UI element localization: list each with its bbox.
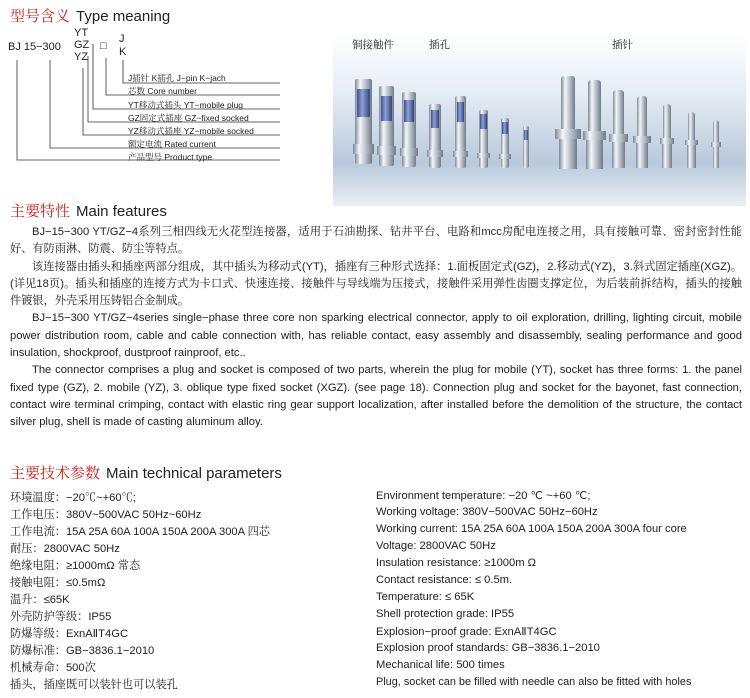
spec-cn-mechanical-life: 机械寿命：500次 (10, 662, 96, 674)
spec-cn-shell-protection: 外壳防护等级：IP55 (10, 611, 112, 623)
features-title-cn: 主要特性 (10, 203, 71, 220)
spec-cn-insulation-resistance: 绝缘电阻：≥1000mΩ 常态 (10, 560, 141, 572)
model-prefix: BJ 15−300 (8, 41, 61, 53)
spec-en-temperature: Temperature: ≤ 65K (376, 591, 475, 603)
spec-en-explosion-standard: Explosion proof standards: GB−3836.1−2010 (376, 642, 600, 654)
spec-en-withstand-voltage: Voltage: 2800VAC 50Hz (376, 540, 496, 552)
tech-title (10, 462, 282, 483)
legend-gz: GZ固定式插座 GZ−fixed socked (128, 113, 249, 123)
features-para-1: BJ−15−300 YT/GZ−4系列三相四线无火花型连接器，适用于石油勘探、钻井平台、电路和mcc房配电连接之用，具有接触可靠、密封密封性能好、有防雨淋、防震、防尘等特点。 (10, 226, 742, 256)
tech-title-cn: 主要技术参数 (10, 465, 101, 482)
spec-cn-working-voltage: 工作电压：380V~500VAC 50Hz~60Hz (10, 509, 202, 521)
spec-en-working-current: Working current: 15A 25A 60A 100A 150A 200A 300A four core (376, 523, 687, 535)
model-code-yt: YT (74, 27, 89, 39)
legend-yt: YT移动式插头 YT−mobile plug (128, 100, 244, 110)
features-para-2: 该连接器由插头和插座两部分组成，其中插头为移动式(YT)，插座有三种形式选择：1.面板固定式(GZ)，2.移动式(YZ)，3.斜式固定插座(XGZ)。(详见18页)。插头和插座的连接方式为卡口式、快速连接、接触件与导线端为压接式，接触件采用弹性齿圈支撑定位，为后装前拆结构，插头的接触件镀银，外壳采用压铸铝合金制成。 (10, 260, 742, 308)
legend-yz: YZ移动式插座 YZ−mobile socked (128, 126, 254, 136)
features-title-en: Main features (76, 203, 167, 220)
model-code-j: J (119, 33, 125, 45)
photo-label-pin: 插针 (612, 39, 633, 51)
spec-en-mechanical-life: Mechanical life: 500 times (376, 659, 505, 671)
model-core-box: □ (100, 40, 107, 52)
model-code-gz: GZ (74, 39, 90, 51)
spec-cn-explosion-standard: 防爆标准：GB−3836.1−2010 (10, 645, 155, 657)
socket-2 (377, 86, 396, 166)
spec-en-ambient-temperature: Environment temperature: −20 ℃ ~+60 ℃; (376, 490, 591, 502)
features-para-4: The connector comprises a plug and socket is composed of two parts, wherein the plug for mobile (YT), socket has three forms: 1. the panel fixed type (GZ), 2. mobile (YZ), 3. oblique type fixed socket (XGZ). (see page 18). Connection plug and socket for the bayonet, fast connection, contact wire terminal crimping, contact with elastic ring gear support localization, after installed before the demolition of the structure, the contact silver plug, shell is made of casting aluminum alloy. (10, 364, 742, 429)
spec-cn-explosion-grade: 防爆等级：ExnAⅡT4GC (10, 628, 129, 640)
spec-cn-ambient-temperature: 环境温度：−20℃~+60℃; (10, 492, 136, 504)
legend-core-number: 芯数 Core number (128, 86, 197, 96)
spec-en-insulation-resistance: Insulation resistance: ≥1000m Ω (376, 557, 537, 569)
socket-4 (427, 104, 443, 168)
type-meaning-title-cn: 型号含义 (10, 8, 71, 25)
legend-product-type: 产品型号 Product type (128, 152, 213, 162)
socket-3 (400, 92, 418, 167)
spec-en-explosion-grade: Explosion−proof grade: ExnAⅡT4GC (376, 626, 557, 638)
spec-cn-withstand-voltage: 耐压：2800VAC 50Hz (10, 543, 120, 555)
tech-specs-en (376, 489, 748, 693)
tech-title-en: Main technical parameters (106, 465, 282, 482)
spec-cn-contact-resistance: 接触电阻：≤0.5mΩ (10, 577, 106, 589)
features-body (10, 224, 742, 432)
legend-rated-current: 额定电流 Rated current (128, 139, 216, 149)
contacts-photo (333, 34, 746, 206)
socket-8 (523, 126, 529, 168)
spec-en-contact-resistance: Contact resistance: ≤ 0.5m. (376, 574, 513, 586)
model-code-yz: YZ (74, 51, 89, 63)
type-meaning-title-en: Type meaning (76, 8, 171, 25)
features-title (10, 200, 167, 221)
spec-en-shell-protection: Shell protection grade: IP55 (376, 608, 515, 620)
features-para-3: BJ−15−300 YT/GZ−4series single−phase three core non sparking electrical connector, apply to oil exploration, drilling, lighting circuit, mobile power distribution room, cable and cable connection with, has reliable contact, easy assembly and disassembly, sealing performance and good insulation, shockproof, dustproof rainproof, etc.. (10, 312, 742, 360)
spec-cn-temperature-rise: 温升：≤65K (10, 594, 70, 606)
tech-specs-cn (10, 489, 370, 693)
photo-label-socket: 插孔 (429, 39, 450, 51)
socket-1 (353, 79, 374, 164)
spec-cn-working-current: 工作电流：15A 25A 60A 100A 150A 200A 300A 四芯 (10, 526, 270, 538)
spec-cn-pin-socket-note: 插头，插座既可以装针也可以装孔 (10, 679, 178, 691)
photo-background (333, 34, 746, 206)
photo-label-contact: 铜接触件 (352, 39, 394, 51)
legend-pin-socket: J插针 K插孔 J−pin K−jach (128, 73, 226, 83)
socket-5 (453, 96, 468, 168)
spec-en-working-voltage: Working voltage: 380V−500VAC 50Hz−60Hz (376, 506, 598, 518)
model-code-k: K (119, 46, 127, 58)
spec-en-pin-socket-note: Plug, socket can be filled with needle can also be fitted with holes (376, 676, 692, 688)
